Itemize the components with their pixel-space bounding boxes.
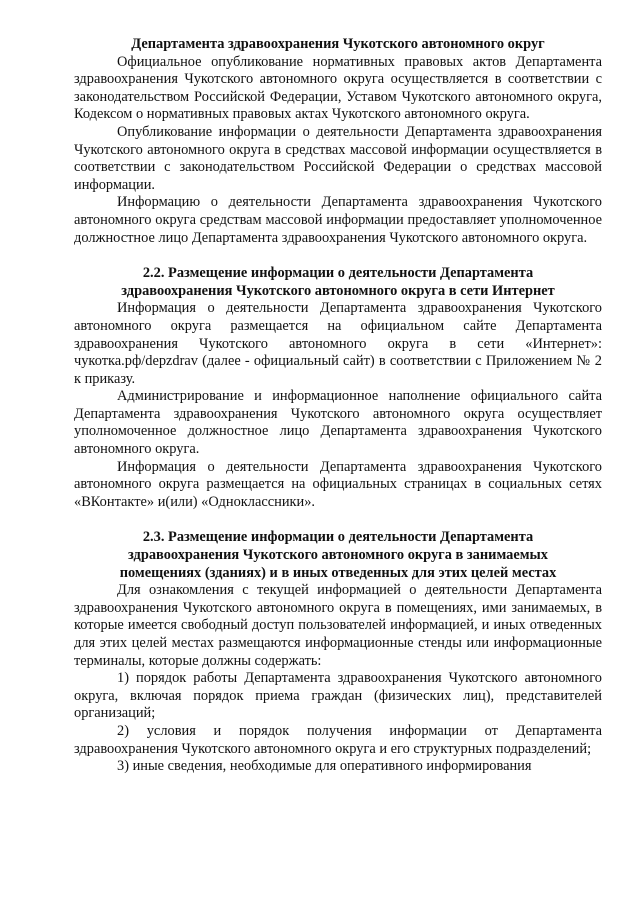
list-item-3: 3) иные сведения, необходимые для оперативного информирования (117, 758, 532, 775)
section-2-3-title-line1: 2.3. Размещение информации о деятельности Департамента (142, 529, 534, 546)
document-page (74, 36, 602, 776)
paragraph-website: Информация о деятельности Департамента здравоохранения Чукотского автономного округа размещается на официальном сайте Департамента здравоохранения Чукотского автономного округа в сети «Интернет»: чукотка.рф/depzdrav (далее - официальный сайт) в соответствии с Приложением № 2 к приказу. (74, 300, 602, 387)
top-heading: Департамента здравоохранения Чукотского автономного округ (131, 36, 545, 52)
spacer (74, 511, 602, 529)
list-item-2: 2) условия и порядок получения информации от Департамента здравоохранения Чукотского автономного округа и его структурных подразделений; (74, 722, 602, 757)
paragraph-social-networks: Информация о деятельности Департамента здравоохранения Чукотского автономного округа размещается на официальных страницах в социальных сетях «ВКонтакте» и(или) «Одноклассники». (74, 458, 602, 510)
paragraph-site-admin: Администрирование и информационное наполнение официального сайта Департамента здравоохранения Чукотского автономного округа осуществляет уполномоченное должностное лицо Департамента здравоохранения Чукотского автономного округа. (74, 388, 602, 458)
section-2-2-title-line2: здравоохранения Чукотского автономного округа в сети Интернет (121, 282, 555, 299)
paragraph-official-publication: Официальное опубликование нормативных правовых актов Департамента здравоохранения Чукотского автономного округа осуществляется в соответствии с законодательством Российской Федерации, Уставом Чукотского автономного округа, Кодексом о нормативных правовых актах Чукотского автономного округа. (74, 53, 602, 123)
section-2-2-title-line1: 2.2. Размещение информации о деятельности Департамента (142, 265, 534, 282)
paragraph-info-stands: Для ознакомления с текущей информацией о деятельности Департамента здравоохранения Чукотского автономного округа в помещениях, ими занимаемых, в которые имеется свободный доступ пользователей информацией, и иных отведенных для этих целей местах размещаются информационные стенды или информационные терминалы, которые должны содержать: (74, 582, 602, 669)
paragraph-media-publication: Опубликование информации о деятельности Департамента здравоохранения Чукотского автономного округа в средствах массовой информации осуществляется в соответствии с законодательством Российской Федерации о средствах массовой информации. (74, 123, 602, 193)
section-2-3-title-line3: помещениях (зданиях) и в иных отведенных для этих целей местах (119, 564, 557, 581)
spacer (74, 247, 602, 265)
section-2-3-title-line2: здравоохранения Чукотского автономного округа в занимаемых (128, 547, 548, 564)
paragraph-media-provider: Информацию о деятельности Департамента здравоохранения Чукотского автономного округа средствам массовой информации предоставляет уполномоченное должностное лицо Департамента здравоохранения Чукотского автономного округа. (74, 194, 602, 246)
list-item-1: 1) порядок работы Департамента здравоохранения Чукотского автономного округа, включая порядок приема граждан (физических лиц), представителей организаций; (74, 670, 602, 722)
